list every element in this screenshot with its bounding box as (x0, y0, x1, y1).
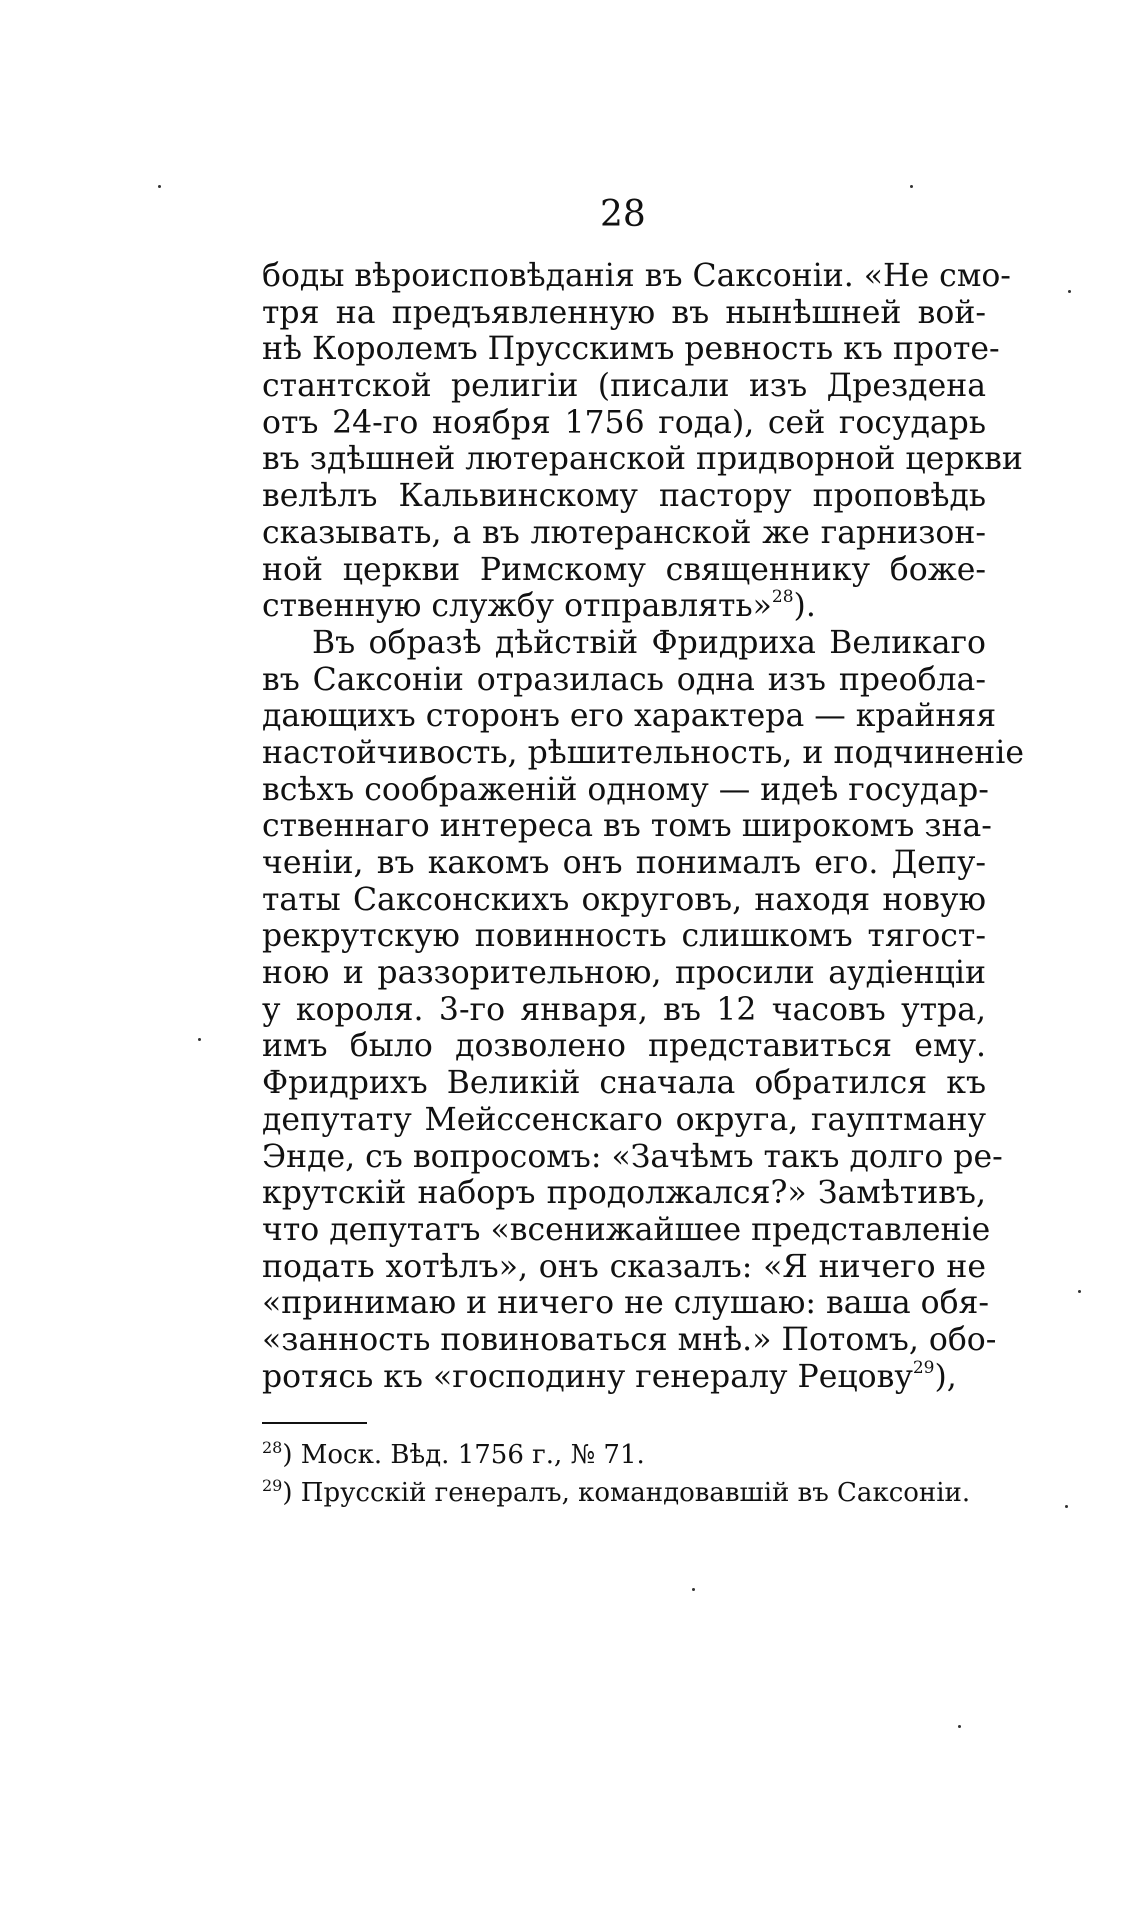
text-line-tail: ), (934, 1358, 957, 1395)
paper-speck (158, 185, 161, 188)
text-line-content: сказывать, а въ лютеранской же гарнизон- (262, 514, 986, 551)
text-line (262, 882, 986, 919)
text-line (262, 698, 997, 735)
text-line (262, 1359, 986, 1396)
text-line (262, 955, 986, 992)
text-line (262, 1285, 990, 1322)
text-line (262, 1138, 1003, 1176)
text-line (262, 918, 986, 955)
footnote-text: ) Моск. Вѣд. 1756 г., № 71. (282, 1440, 645, 1470)
paper-speck (910, 185, 913, 188)
text-line (262, 1321, 997, 1359)
text-line-content: дающихъ сторонъ его характера — крайняя (262, 698, 997, 735)
paper-speck (1078, 1290, 1081, 1293)
text-line-content: «принимаю и ничего не слушаю: ваша обя- (262, 1285, 990, 1322)
text-line-content: имъ было дозволено представиться ему. (262, 1028, 986, 1065)
paper-speck (1068, 290, 1071, 293)
footnote-mark: 28 (262, 1438, 283, 1457)
text-line-content: въ здѣшней лютеранской придворной церкви (262, 441, 1023, 478)
text-line-content: стантской религіи (писали изъ Дрездена (262, 368, 986, 405)
text-line-content: боды вѣроисповѣданія въ Саксоніи. «Не смо- (262, 258, 1011, 294)
text-line (262, 258, 1011, 295)
text-line (262, 992, 986, 1029)
text-line-content: велѣлъ Кальвинскому пастору проповѣдь (262, 478, 986, 515)
text-line (262, 1102, 986, 1139)
text-line-content: ной церкви Римскому священнику боже- (262, 551, 986, 588)
text-line-content: ною и раззорительною, просили аудіенціи (262, 955, 986, 992)
paper-speck (198, 1038, 201, 1041)
text-line (262, 1175, 986, 1212)
text-line-tail: ). (793, 588, 816, 625)
text-line-content: крутскій наборъ продолжался?» Замѣтивъ, (262, 1175, 986, 1212)
text-line (262, 845, 986, 882)
text-line-content: таты Саксонскихъ округовъ, находя новую (262, 881, 986, 918)
footnotes (262, 1436, 992, 1512)
text-line (262, 552, 986, 589)
text-line-content: подать хотѣлъ», онъ сказалъ: «Я ничего не (262, 1248, 986, 1285)
paper-speck (692, 1588, 695, 1591)
text-line (262, 405, 986, 442)
text-line-content: всѣхъ соображеній одному — идеѣ государ- (262, 771, 989, 808)
text-line-content: ротясь къ «господину генералу Рецову (262, 1358, 913, 1395)
footnote (262, 1474, 992, 1512)
text-line (262, 331, 1000, 368)
text-line-content: нѣ Королемъ Прусскимъ ревность къ проте- (262, 331, 1000, 368)
body-text (262, 258, 1024, 1395)
footnote-mark: 29 (262, 1476, 283, 1495)
footnote-separator (262, 1422, 367, 1424)
footnote-reference: 29 (912, 1357, 935, 1378)
text-line-content: настойчивость, рѣшительность, и подчиненіе (262, 734, 1024, 771)
text-line-content: ственнаго интереса въ томъ широкомъ зна- (262, 808, 992, 845)
text-line-content: въ Саксоніи отразилась одна изъ преобла- (262, 661, 986, 698)
text-line-content: рекрутскую повинность слишкомъ тягост- (262, 918, 986, 955)
paper-speck (1065, 1505, 1068, 1508)
footnote (262, 1436, 992, 1474)
text-line-content: у короля. 3-го января, въ 12 часовъ утра, (262, 991, 986, 1028)
text-line (262, 1249, 986, 1286)
text-line (262, 1065, 986, 1102)
text-line-content: Энде, съ вопросомъ: «Зачѣмъ такъ долго ре- (262, 1138, 1003, 1175)
text-line-content: что депутатъ «всенижайшее представленіе (262, 1211, 991, 1248)
text-line-content: Фридрихъ Великій сначала обратился къ (262, 1065, 986, 1102)
text-line (262, 808, 992, 845)
text-line (262, 1028, 986, 1065)
text-line (262, 368, 986, 405)
text-line (262, 478, 986, 515)
text-line-content: ственную службу отправлять» (262, 588, 772, 625)
text-line (262, 295, 986, 332)
text-line (262, 734, 1024, 772)
text-line-content: ченіи, въ какомъ онъ понималъ его. Депу- (262, 845, 986, 881)
text-line (262, 662, 986, 699)
footnote-reference: 28 (771, 587, 794, 608)
text-line-content: Въ образѣ дѣйствій Фридриха Великаго (312, 624, 986, 661)
text-line (262, 771, 989, 809)
footnote-text: ) Прусскій генералъ, командовавшій въ Саксоніи. (282, 1478, 971, 1508)
text-line-content: тря на предъявленную въ нынѣшней вой- (262, 294, 986, 331)
text-line-content: отъ 24-го ноября 1756 года), сей государь (262, 404, 986, 441)
text-line-content: депутату Мейссенскаго округа, гауптману (262, 1101, 986, 1138)
text-line (262, 625, 986, 662)
text-line (262, 441, 1023, 478)
text-line-content: «занность повиноваться мнѣ.» Потомъ, обо- (262, 1321, 997, 1358)
page-number: 28 (600, 194, 646, 235)
paper-speck (958, 1725, 961, 1728)
text-line (262, 515, 986, 552)
text-line (262, 1211, 991, 1249)
text-line (262, 588, 986, 625)
